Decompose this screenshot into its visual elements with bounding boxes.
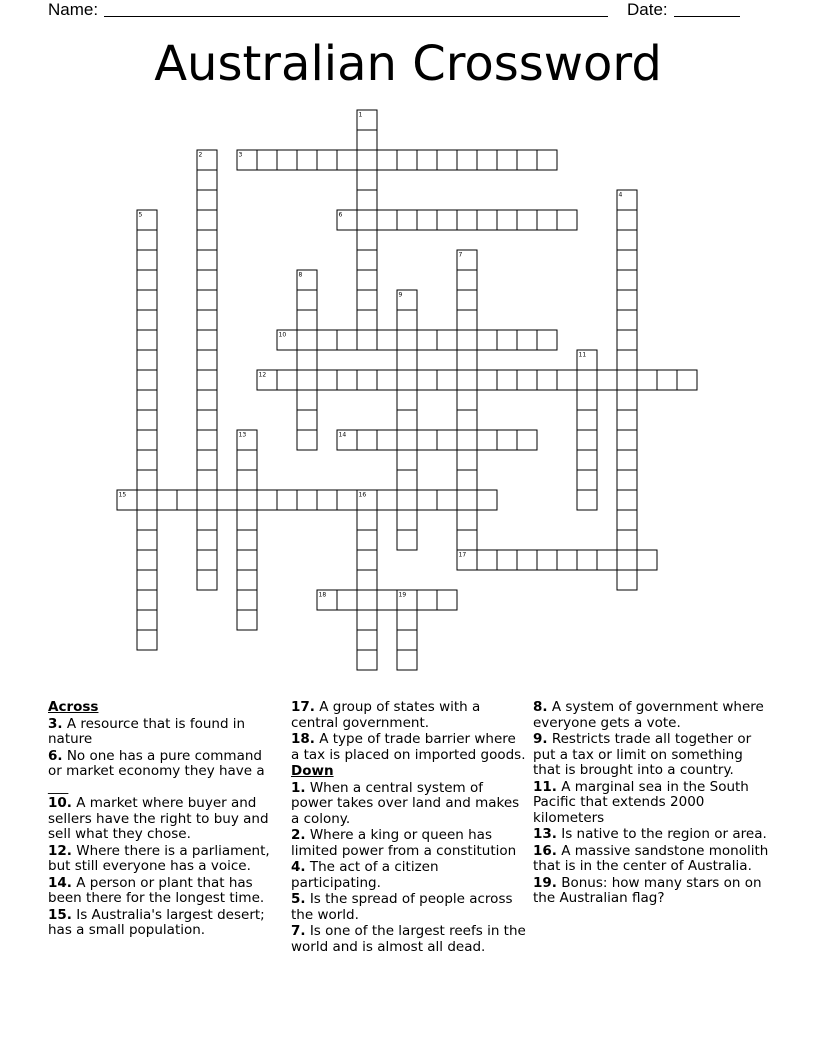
crossword-cell[interactable]	[137, 270, 157, 290]
crossword-cell[interactable]	[137, 390, 157, 410]
crossword-cell[interactable]	[657, 370, 677, 390]
crossword-cell[interactable]	[197, 370, 217, 390]
crossword-cell[interactable]	[357, 150, 377, 170]
crossword-cell[interactable]	[337, 330, 357, 350]
clues-column-2	[291, 700, 527, 956]
crossword-cell[interactable]	[397, 310, 417, 330]
crossword-cell[interactable]	[417, 370, 437, 390]
crossword-cell[interactable]	[617, 550, 637, 570]
crossword-cell[interactable]	[397, 490, 417, 510]
crossword-cell[interactable]	[197, 330, 217, 350]
clue-across-3: 3. A resource that is found in nature	[48, 715, 246, 747]
crossword-cell[interactable]	[297, 430, 317, 450]
cell-number: 5	[138, 211, 143, 219]
crossword-cell[interactable]	[137, 410, 157, 430]
crossword-cell[interactable]	[457, 530, 477, 550]
crossword-cell[interactable]	[357, 230, 377, 250]
crossword-cell[interactable]	[397, 330, 417, 350]
crossword-cell[interactable]	[397, 510, 417, 530]
crossword-cell[interactable]	[377, 370, 397, 390]
crossword-cell[interactable]	[257, 150, 277, 170]
crossword-cell[interactable]	[237, 490, 257, 510]
crossword-cell[interactable]	[537, 210, 557, 230]
crossword-cell[interactable]	[197, 270, 217, 290]
crossword-cell[interactable]	[537, 550, 557, 570]
clue-across-15: 15. Is Australia's largest desert; has a small population.	[48, 906, 265, 938]
crossword-cell[interactable]	[457, 410, 477, 430]
crossword-cell[interactable]	[457, 270, 477, 290]
crossword-cell[interactable]	[337, 370, 357, 390]
cell-number: 6	[338, 211, 343, 219]
clue-down-7: 7. Is one of the largest reefs in the world and is almost all dead.	[291, 923, 526, 955]
crossword-cell[interactable]	[137, 570, 157, 590]
cell-number: 10	[278, 331, 287, 339]
clue-across-10: 10. A market where buyer and sellers have the right to buy and sell what they chose.	[48, 795, 269, 842]
crossword-cell[interactable]	[377, 490, 397, 510]
crossword-cell[interactable]	[617, 410, 637, 430]
crossword-cell[interactable]	[477, 550, 497, 570]
crossword-cell[interactable]	[197, 430, 217, 450]
crossword-cell[interactable]	[337, 430, 357, 450]
crossword-cell[interactable]	[197, 490, 217, 510]
crossword-cell[interactable]	[237, 590, 257, 610]
crossword-cell[interactable]	[597, 550, 617, 570]
crossword-cell[interactable]	[357, 190, 377, 210]
crossword-cell[interactable]	[417, 330, 437, 350]
crossword-cell[interactable]	[517, 210, 537, 230]
crossword-cell[interactable]	[237, 470, 257, 490]
crossword-cell[interactable]	[137, 250, 157, 270]
crossword-cell[interactable]	[497, 370, 517, 390]
crossword-cell[interactable]	[197, 310, 217, 330]
crossword-cell[interactable]	[237, 610, 257, 630]
crossword-cell[interactable]	[457, 250, 477, 270]
crossword-cell[interactable]	[197, 250, 217, 270]
crossword-cell[interactable]	[517, 330, 537, 350]
crossword-cell[interactable]	[357, 650, 377, 670]
crossword-cell[interactable]	[217, 490, 237, 510]
cell-number: 7	[458, 251, 463, 259]
clues-column-3	[533, 700, 773, 908]
crossword-cell[interactable]	[137, 330, 157, 350]
crossword-cell[interactable]	[317, 490, 337, 510]
cell-number: 8	[298, 271, 303, 279]
crossword-cell[interactable]	[617, 210, 637, 230]
crossword-cell[interactable]	[337, 210, 357, 230]
crossword-cell[interactable]	[417, 150, 437, 170]
crossword-cell[interactable]	[237, 510, 257, 530]
crossword-cell[interactable]	[137, 510, 157, 530]
crossword-cell[interactable]	[397, 290, 417, 310]
crossword-cell[interactable]	[577, 470, 597, 490]
crossword-cell[interactable]	[297, 390, 317, 410]
crossword-cell[interactable]	[357, 590, 377, 610]
crossword-cell[interactable]	[457, 370, 477, 390]
crossword-cell[interactable]	[617, 510, 637, 530]
crossword-cell[interactable]	[577, 490, 597, 510]
crossword-cell[interactable]	[297, 270, 317, 290]
down-heading: Down	[291, 763, 334, 779]
cell-number: 2	[198, 151, 203, 159]
crossword-cell[interactable]	[617, 430, 637, 450]
crossword-cell[interactable]	[137, 230, 157, 250]
clue-across-17: 17. A group of states with a central government.	[291, 699, 481, 731]
crossword-cell[interactable]	[137, 370, 157, 390]
cell-number: 17	[458, 551, 467, 559]
crossword-cell[interactable]	[457, 430, 477, 450]
crossword-cell[interactable]	[137, 290, 157, 310]
crossword-cell[interactable]	[577, 410, 597, 430]
crossword-cell[interactable]	[457, 210, 477, 230]
crossword-cell[interactable]	[357, 530, 377, 550]
crossword-cell[interactable]	[497, 550, 517, 570]
crossword-cell[interactable]	[397, 210, 417, 230]
crossword-cell[interactable]	[437, 490, 457, 510]
crossword-cell[interactable]	[197, 450, 217, 470]
crossword-cell[interactable]	[477, 330, 497, 350]
crossword-cell[interactable]	[617, 570, 637, 590]
crossword-cell[interactable]	[417, 430, 437, 450]
crossword-cell[interactable]	[497, 150, 517, 170]
crossword-cell[interactable]	[197, 470, 217, 490]
crossword-cell[interactable]	[577, 390, 597, 410]
crossword-cell[interactable]	[617, 250, 637, 270]
crossword-cell[interactable]	[317, 330, 337, 350]
crossword-cell[interactable]	[517, 430, 537, 450]
crossword-cell[interactable]	[237, 530, 257, 550]
crossword-cell[interactable]	[397, 350, 417, 370]
header	[48, 0, 748, 22]
crossword-cell[interactable]	[537, 150, 557, 170]
crossword-cell[interactable]	[617, 530, 637, 550]
crossword-cell[interactable]	[137, 470, 157, 490]
crossword-cell[interactable]	[617, 390, 637, 410]
clue-across-6: 6. No one has a pure command or market economy they have a ___	[48, 747, 265, 795]
crossword-cell[interactable]	[437, 370, 457, 390]
crossword-cell[interactable]	[357, 510, 377, 530]
crossword-cell[interactable]	[617, 450, 637, 470]
crossword-cell[interactable]	[457, 330, 477, 350]
date-label: Date:	[627, 0, 668, 19]
crossword-cell[interactable]	[437, 430, 457, 450]
date-field-line[interactable]	[674, 16, 740, 17]
crossword-cell[interactable]	[297, 370, 317, 390]
crossword-cell[interactable]	[397, 630, 417, 650]
crossword-cell[interactable]	[297, 490, 317, 510]
crossword-cell[interactable]	[457, 290, 477, 310]
crossword-cell[interactable]	[377, 330, 397, 350]
crossword-cell[interactable]	[577, 370, 597, 390]
crossword-cell[interactable]	[457, 450, 477, 470]
crossword-cell[interactable]	[397, 150, 417, 170]
clue-down-9: 9. Restricts trade all together or put a tax or limit on something that is brought into a country.	[533, 731, 752, 778]
clue-down-13: 13. Is native to the region or area.	[533, 826, 767, 842]
crossword-cell[interactable]	[457, 470, 477, 490]
crossword-cell[interactable]	[417, 490, 437, 510]
crossword-cell[interactable]	[297, 310, 317, 330]
crossword-cell[interactable]	[197, 210, 217, 230]
crossword-cell[interactable]	[137, 490, 157, 510]
clue-across-14: 14. A person or plant that has been there for the longest time.	[48, 874, 265, 906]
cell-number: 3	[238, 151, 243, 159]
crossword-cell[interactable]	[377, 430, 397, 450]
name-field-line[interactable]	[104, 16, 608, 17]
crossword-cell[interactable]	[277, 150, 297, 170]
crossword-cell[interactable]	[137, 550, 157, 570]
crossword-cell[interactable]	[477, 210, 497, 230]
crossword-cell[interactable]	[197, 570, 217, 590]
crossword-cell[interactable]	[277, 490, 297, 510]
crossword-cell[interactable]	[317, 150, 337, 170]
crossword-cell[interactable]	[457, 490, 477, 510]
crossword-cell[interactable]	[197, 550, 217, 570]
crossword-cell[interactable]	[117, 490, 137, 510]
crossword-cell[interactable]	[397, 410, 417, 430]
clue-down-16: 16. A massive sandstone monolith that is in the center of Australia.	[533, 842, 769, 874]
crossword-cell[interactable]	[477, 150, 497, 170]
crossword-cell[interactable]	[557, 370, 577, 390]
crossword-cell[interactable]	[617, 350, 637, 370]
crossword-cell[interactable]	[357, 610, 377, 630]
clue-down-5: 5. Is the spread of people across the world.	[291, 891, 513, 923]
crossword-cell[interactable]	[457, 550, 477, 570]
crossword-cell[interactable]	[197, 230, 217, 250]
crossword-cell[interactable]	[197, 170, 217, 190]
crossword-cell[interactable]	[377, 150, 397, 170]
crossword-cell[interactable]	[617, 470, 637, 490]
crossword-cell[interactable]	[457, 310, 477, 330]
crossword-cell[interactable]	[237, 550, 257, 570]
cell-number: 11	[578, 351, 587, 359]
crossword-cell[interactable]	[397, 370, 417, 390]
cell-number: 12	[258, 371, 267, 379]
crossword-cell[interactable]	[397, 470, 417, 490]
crossword-cell[interactable]	[477, 430, 497, 450]
crossword-cell[interactable]	[197, 350, 217, 370]
crossword-cell[interactable]	[137, 530, 157, 550]
crossword-cell[interactable]	[137, 590, 157, 610]
crossword-cell[interactable]	[357, 130, 377, 150]
clue-across-18: 18. A type of trade barrier where a tax is placed on imported goods.	[291, 731, 526, 763]
crossword-cell[interactable]	[317, 370, 337, 390]
crossword-cell[interactable]	[257, 370, 277, 390]
crossword-cell[interactable]	[137, 310, 157, 330]
crossword-cell[interactable]	[617, 290, 637, 310]
crossword-cell[interactable]	[297, 330, 317, 350]
crossword-cell[interactable]	[437, 330, 457, 350]
crossword-cell[interactable]	[497, 430, 517, 450]
crossword-cell[interactable]	[377, 210, 397, 230]
crossword-cell[interactable]	[437, 150, 457, 170]
crossword-cell[interactable]	[377, 590, 397, 610]
crossword-cell[interactable]	[597, 370, 617, 390]
crossword-cell[interactable]	[577, 450, 597, 470]
cell-number: 15	[118, 491, 127, 499]
crossword-cell[interactable]	[357, 270, 377, 290]
crossword-cell[interactable]	[317, 590, 337, 610]
crossword-cell[interactable]	[357, 490, 377, 510]
crossword-cell[interactable]	[337, 150, 357, 170]
clue-down-2: 2. Where a king or queen has limited power from a constitution	[291, 827, 517, 859]
crossword-cell[interactable]	[397, 650, 417, 670]
crossword-cell[interactable]	[197, 150, 217, 170]
clues-column-1	[48, 700, 280, 940]
crossword-cell[interactable]	[297, 290, 317, 310]
crossword-cell[interactable]	[357, 570, 377, 590]
crossword-cell[interactable]	[237, 570, 257, 590]
crossword-cell[interactable]	[197, 290, 217, 310]
crossword-cell[interactable]	[197, 510, 217, 530]
crossword-cell[interactable]	[637, 550, 657, 570]
crossword-cell[interactable]	[177, 490, 197, 510]
crossword-cell[interactable]	[297, 350, 317, 370]
crossword-cell[interactable]	[137, 450, 157, 470]
clue-down-8: 8. A system of government where everyone gets a vote.	[533, 699, 764, 731]
clue-down-19: 19. Bonus: how many stars on on the Australian flag?	[533, 874, 762, 906]
crossword-cell[interactable]	[537, 370, 557, 390]
cell-number: 1	[358, 111, 363, 119]
crossword-cell[interactable]	[197, 530, 217, 550]
crossword-cell[interactable]	[577, 350, 597, 370]
crossword-cell[interactable]	[437, 210, 457, 230]
crossword-cell[interactable]	[397, 610, 417, 630]
name-label: Name:	[48, 0, 99, 19]
crossword-cell[interactable]	[617, 190, 637, 210]
crossword-cell[interactable]	[617, 370, 637, 390]
cell-number: 4	[618, 191, 623, 199]
crossword-cell[interactable]	[457, 510, 477, 530]
cell-number: 19	[398, 591, 407, 599]
crossword-cell[interactable]	[417, 210, 437, 230]
crossword-cell[interactable]	[677, 370, 697, 390]
cell-number: 13	[238, 431, 247, 439]
crossword-cell[interactable]	[517, 370, 537, 390]
crossword-cell[interactable]	[497, 330, 517, 350]
crossword-cell[interactable]	[517, 150, 537, 170]
crossword-cell[interactable]	[197, 190, 217, 210]
crossword-cell[interactable]	[357, 250, 377, 270]
across-heading: Across	[48, 699, 99, 715]
clue-down-1: 1. When a central system of power takes over land and makes a colony.	[291, 779, 520, 827]
crossword-cell[interactable]	[617, 270, 637, 290]
crossword-cell[interactable]	[197, 410, 217, 430]
crossword-cell[interactable]	[237, 150, 257, 170]
crossword-cell[interactable]	[397, 450, 417, 470]
crossword-cell[interactable]	[617, 230, 637, 250]
crossword-cell[interactable]	[277, 330, 297, 350]
crossword-cell[interactable]	[617, 330, 637, 350]
cell-number: 16	[358, 491, 367, 499]
crossword-cell[interactable]	[557, 210, 577, 230]
crossword-cell[interactable]	[477, 490, 497, 510]
crossword-cell[interactable]	[357, 630, 377, 650]
crossword-cell[interactable]	[237, 450, 257, 470]
crossword-cell[interactable]	[137, 630, 157, 650]
crossword-cell[interactable]	[137, 210, 157, 230]
crossword-cell[interactable]	[357, 430, 377, 450]
crossword-cell[interactable]	[557, 550, 577, 570]
page-title: Australian Crossword	[154, 36, 662, 92]
crossword-cell[interactable]	[357, 170, 377, 190]
crossword-cell[interactable]	[357, 330, 377, 350]
crossword-cell[interactable]	[357, 290, 377, 310]
clue-down-11: 11. A marginal sea in the South Pacific that extends 2000 kilometers	[533, 778, 749, 826]
crossword-cell[interactable]	[577, 550, 597, 570]
cell-number: 14	[338, 431, 347, 439]
clue-across-12: 12. Where there is a parliament, but still everyone has a voice.	[48, 842, 270, 874]
crossword-cell[interactable]	[357, 370, 377, 390]
crossword-cell[interactable]	[457, 150, 477, 170]
crossword-cell[interactable]	[137, 350, 157, 370]
crossword-cell[interactable]	[257, 490, 277, 510]
crossword-cell[interactable]	[457, 390, 477, 410]
crossword-cell[interactable]	[497, 210, 517, 230]
crossword-cell[interactable]	[357, 550, 377, 570]
crossword-cell[interactable]	[277, 370, 297, 390]
crossword-cell[interactable]	[537, 330, 557, 350]
crossword-cell[interactable]	[237, 430, 257, 450]
crossword-cell[interactable]	[457, 350, 477, 370]
crossword-cell[interactable]	[357, 310, 377, 330]
crossword-cell[interactable]	[137, 430, 157, 450]
crossword-cell[interactable]	[517, 550, 537, 570]
crossword-cell[interactable]	[297, 410, 317, 430]
crossword-cell[interactable]	[397, 430, 417, 450]
crossword-cell[interactable]	[397, 590, 417, 610]
crossword-cell[interactable]	[197, 390, 217, 410]
crossword-cell[interactable]	[477, 370, 497, 390]
cell-number: 9	[398, 291, 403, 299]
crossword-cell[interactable]	[357, 110, 377, 130]
clue-down-4: 4. The act of a citizen participating.	[291, 859, 439, 891]
crossword-cell[interactable]	[357, 210, 377, 230]
crossword-cell[interactable]	[417, 590, 437, 610]
cell-number: 18	[318, 591, 327, 599]
crossword-cell[interactable]	[337, 490, 357, 510]
crossword-cell[interactable]	[397, 390, 417, 410]
crossword-cell[interactable]	[397, 530, 417, 550]
crossword-cell[interactable]	[337, 590, 357, 610]
crossword-cell[interactable]	[577, 430, 597, 450]
crossword-cell[interactable]	[157, 490, 177, 510]
crossword-cell[interactable]	[137, 610, 157, 630]
crossword-cell[interactable]	[617, 310, 637, 330]
crossword-cell[interactable]	[297, 150, 317, 170]
crossword-cell[interactable]	[617, 490, 637, 510]
crossword-cell[interactable]	[437, 590, 457, 610]
crossword-cell[interactable]	[637, 370, 657, 390]
